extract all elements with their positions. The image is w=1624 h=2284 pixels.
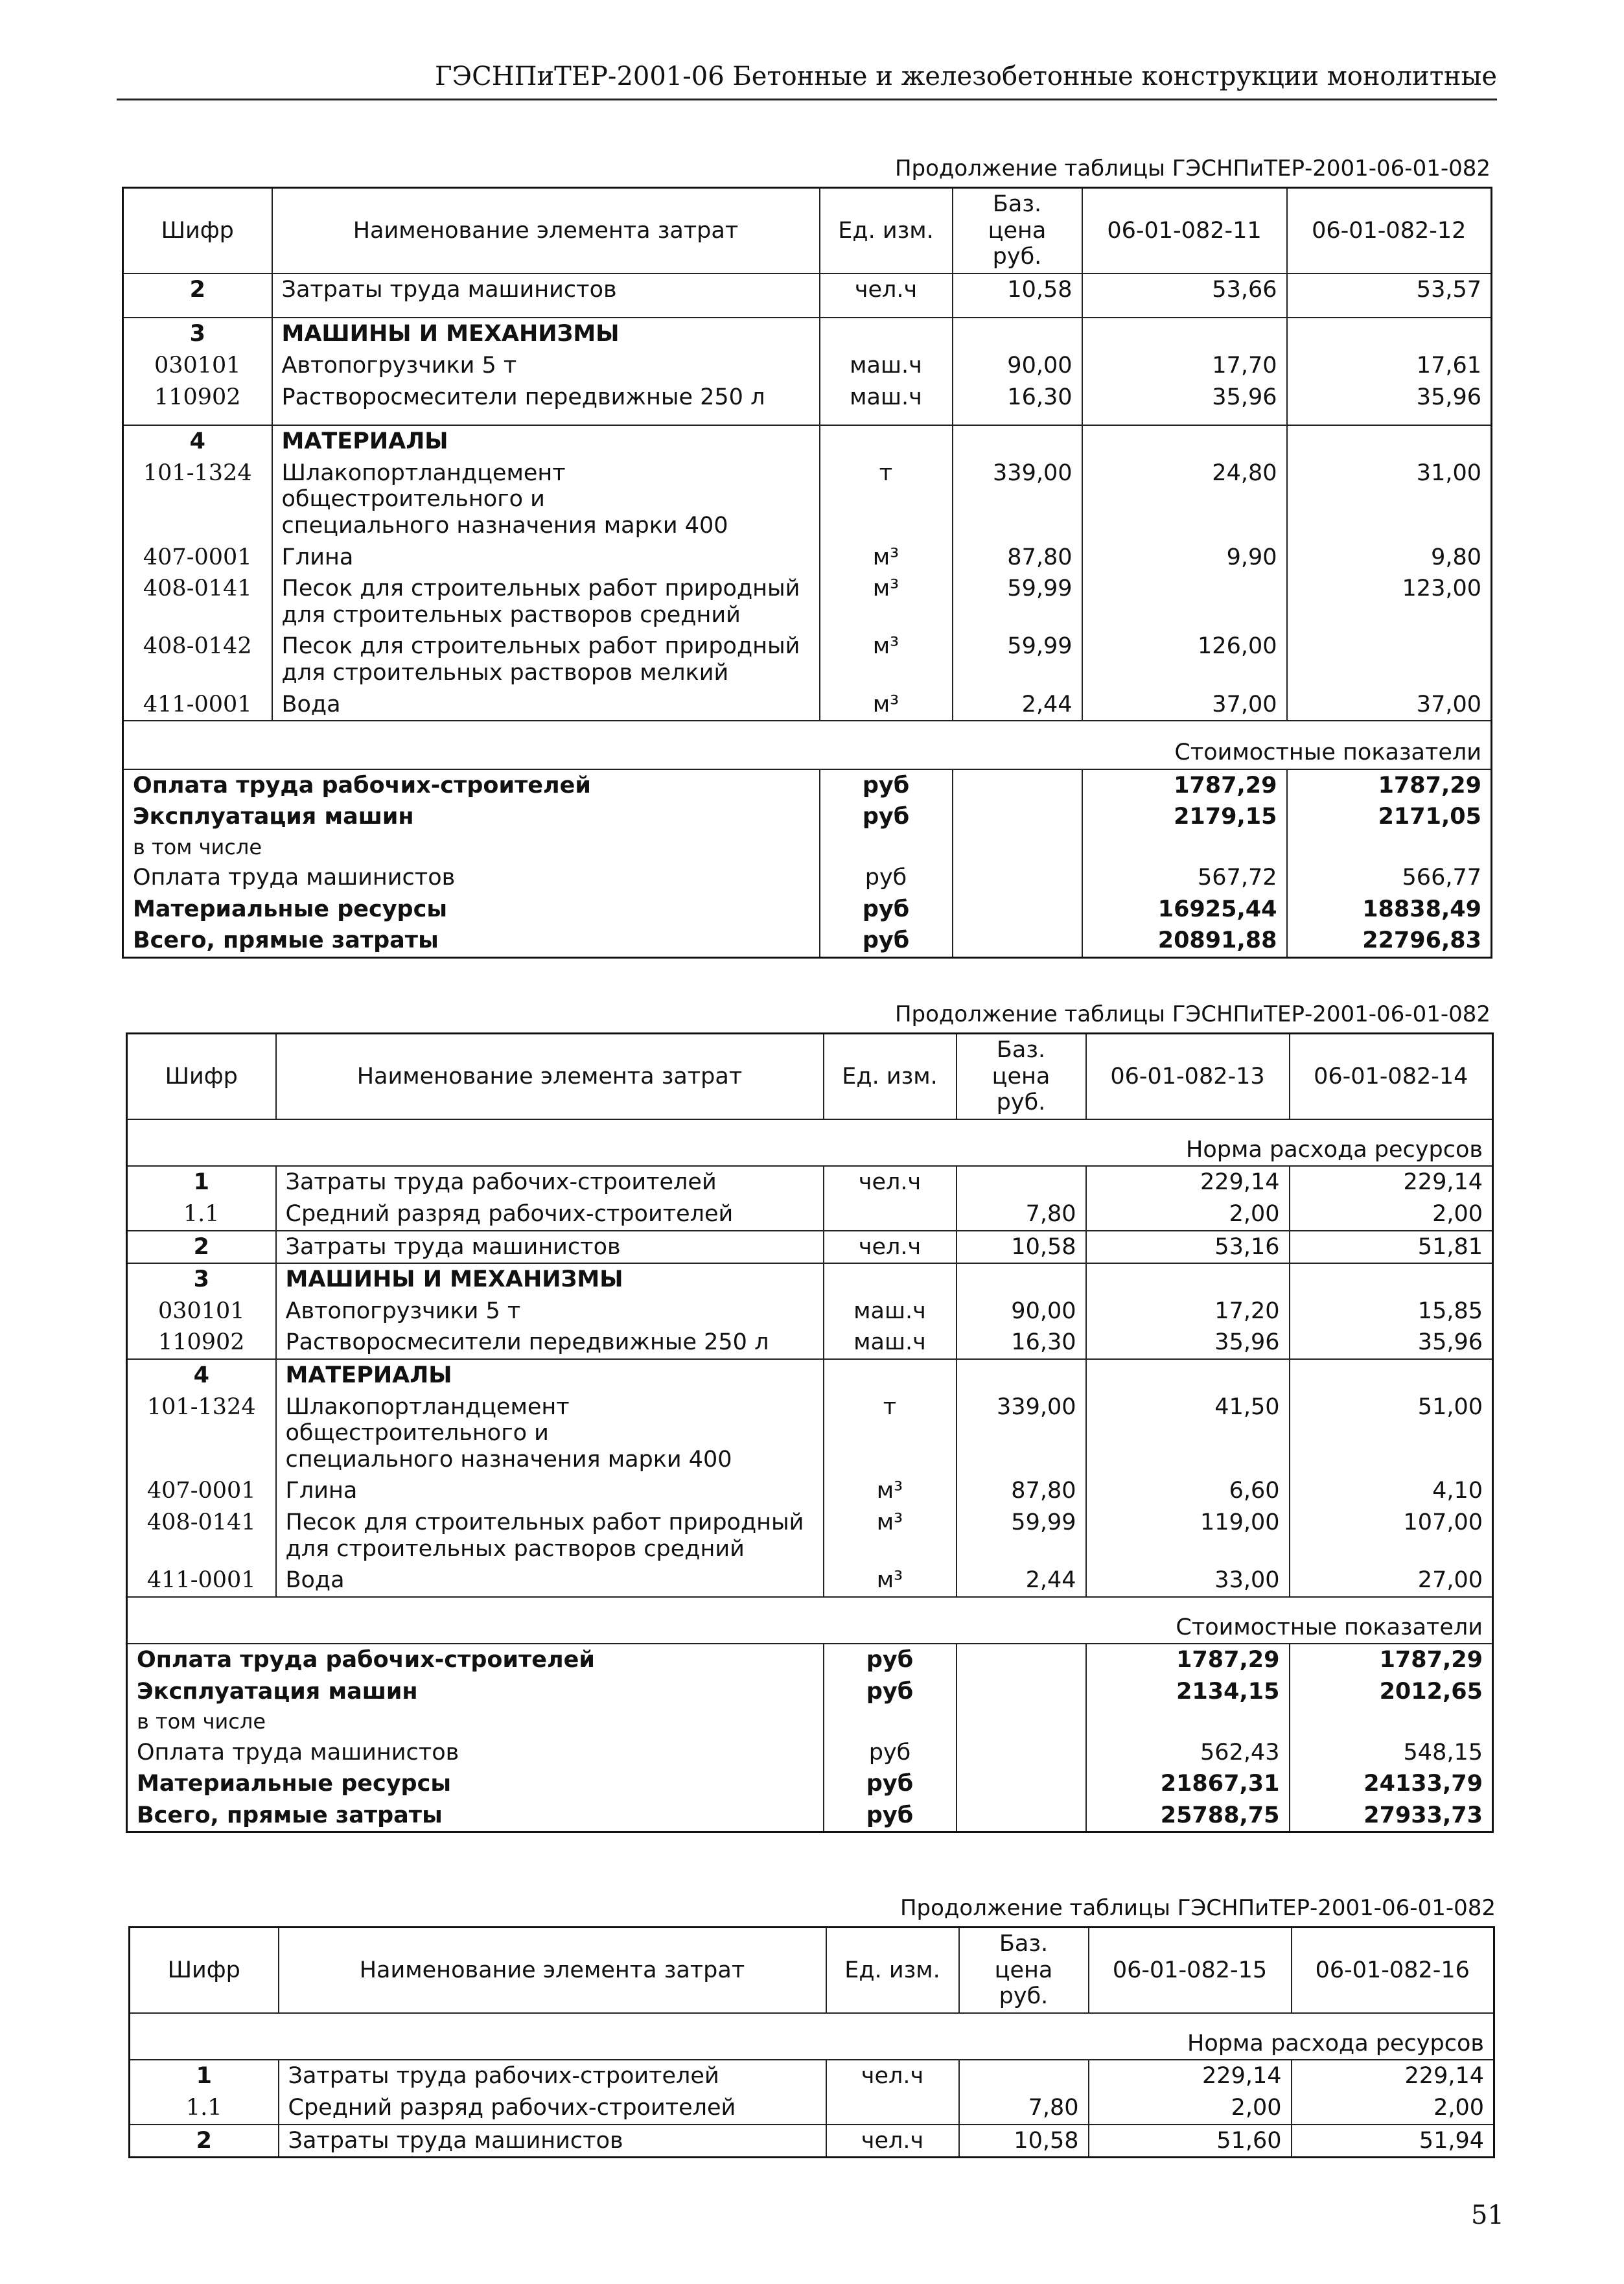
col-header-price: Баз. цена руб. — [953, 188, 1082, 274]
table1-header-row — [123, 188, 1492, 274]
col-header-code: Шифр — [130, 1928, 279, 2013]
summary-row: Оплата труда машинистов руб 567,72 566,77 — [123, 862, 1492, 894]
table-row: 407-0001 Глина м³ 87,80 9,90 9,80 — [123, 542, 1492, 574]
col-header-b: 06-01-082-16 — [1292, 1928, 1494, 2013]
table1-caption: Продолжение таблицы ГЭСНПиТЕР-2001-06-01-082 — [894, 156, 1491, 181]
table-row: 101-1324 Шлакопортландцемент общестроительного и специального назначения марки 400 т 339,00 41,50 51,00 — [127, 1392, 1493, 1476]
col-header-name: Наименование элемента затрат — [276, 1034, 824, 1119]
table-row: 408-0141 Песок для строительных работ природный для строительных растворов средний м³ 59,99 123,00 — [123, 573, 1492, 631]
table-row: 030101 Автопогрузчики 5 т маш.ч 90,00 17,70 17,61 — [123, 350, 1492, 382]
table-row: 2 Затраты труда машинистов чел.ч 10,58 53,66 53,57 — [123, 274, 1492, 306]
section-row: 3 МАШИНЫ И МЕХАНИЗМЫ — [127, 1263, 1493, 1296]
table-row: 030101 Автопогрузчики 5 т маш.ч 90,00 17,20 15,85 — [127, 1296, 1493, 1327]
table3-header-row — [130, 1928, 1494, 2013]
table1 — [122, 187, 1492, 959]
summary-row-total: Всего, прямые затраты руб 25788,75 27933,73 — [127, 1800, 1493, 1832]
table3-caption: Продолжение таблицы ГЭСНПиТЕР-2001-06-01-082 — [899, 1895, 1496, 1921]
col-header-name: Наименование элемента затрат — [272, 188, 820, 274]
table-row: 1.1 Средний разряд рабочих-строителей 7,80 2,00 2,00 — [130, 2092, 1494, 2125]
col-header-unit: Ед. изм. — [820, 188, 953, 274]
summary-row: Материальные ресурсы руб 16925,44 18838,49 — [123, 894, 1492, 926]
table2-header-row — [127, 1034, 1493, 1119]
band-row: Стоимостные показатели — [127, 1597, 1493, 1644]
header-divider — [117, 99, 1497, 100]
table-row: 411-0001 Вода м³ 2,44 37,00 37,00 — [123, 689, 1492, 721]
col-header-price: Баз. цена руб. — [959, 1928, 1089, 2013]
band-row: Норма расхода ресурсов — [127, 1119, 1493, 1167]
section-row: 4 МАТЕРИАЛЫ — [123, 425, 1492, 458]
summary-row: Оплата труда машинистов руб 562,43 548,15 — [127, 1737, 1493, 1769]
col-header-unit: Ед. изм. — [826, 1928, 959, 2013]
page-header: ГЭСНПиТЕР-2001-06 Бетонные и железобетонные конструкции монолитные — [435, 62, 1497, 91]
col-header-b: 06-01-082-14 — [1290, 1034, 1493, 1119]
table-row: 1 Затраты труда рабочих-строителей чел.ч 229,14 229,14 — [127, 1166, 1493, 1198]
table-row: 1.1 Средний разряд рабочих-строителей 7,80 2,00 2,00 — [127, 1198, 1493, 1231]
page-number: 51 — [1471, 2200, 1504, 2230]
summary-row: Эксплуатация машин руб 2179,15 2171,05 — [123, 801, 1492, 833]
table-row: 110902 Растворосмесители передвижные 250 л маш.ч 16,30 35,96 35,96 — [127, 1327, 1493, 1359]
table2-caption: Продолжение таблицы ГЭСНПиТЕР-2001-06-01-082 — [894, 1001, 1491, 1027]
table-row: 101-1324 Шлакопортландцемент общестроительного и специального назначения марки 400 т 339,00 24,80 31,00 — [123, 458, 1492, 542]
summary-row: Материальные ресурсы руб 21867,31 24133,79 — [127, 1768, 1493, 1800]
summary-row: Эксплуатация машин руб 2134,15 2012,65 — [127, 1676, 1493, 1708]
col-header-b: 06-01-082-12 — [1287, 188, 1492, 274]
table-row: 407-0001 Глина м³ 87,80 6,60 4,10 — [127, 1475, 1493, 1507]
summary-row: Оплата труда рабочих-строителей руб 1787,29 1787,29 — [123, 769, 1492, 802]
band-row: Норма расхода ресурсов — [130, 2013, 1494, 2060]
col-header-a: 06-01-082-13 — [1086, 1034, 1290, 1119]
table-row: 411-0001 Вода м³ 2,44 33,00 27,00 — [127, 1565, 1493, 1597]
section-row: 4 МАТЕРИАЛЫ — [127, 1359, 1493, 1392]
col-header-price: Баз. цена руб. — [957, 1034, 1086, 1119]
col-header-name: Наименование элемента затрат — [279, 1928, 826, 2013]
summary-row: в том числе — [123, 833, 1492, 862]
table-row: 408-0142 Песок для строительных работ природный для строительных растворов мелкий м³ 59,99 126,00 — [123, 631, 1492, 688]
col-header-a: 06-01-082-15 — [1089, 1928, 1292, 2013]
table-row: 1 Затраты труда рабочих-строителей чел.ч 229,14 229,14 — [130, 2060, 1494, 2092]
summary-row: в том числе — [127, 1707, 1493, 1736]
table-row: 408-0141 Песок для строительных работ природный для строительных растворов средний м³ 59,99 119,00 107,00 — [127, 1507, 1493, 1565]
col-header-a: 06-01-082-11 — [1082, 188, 1287, 274]
table-row: 2 Затраты труда машинистов чел.ч 10,58 53,16 51,81 — [127, 1231, 1493, 1264]
section-row: 3 МАШИНЫ И МЕХАНИЗМЫ — [123, 318, 1492, 350]
summary-row: Оплата труда рабочих-строителей руб 1787,29 1787,29 — [127, 1644, 1493, 1676]
table-row: 2 Затраты труда машинистов чел.ч 10,58 51,60 51,94 — [130, 2125, 1494, 2158]
table3 — [128, 1926, 1495, 2158]
table-row: 110902 Растворосмесители передвижные 250 л маш.ч 16,30 35,96 35,96 — [123, 382, 1492, 414]
col-header-code: Шифр — [127, 1034, 276, 1119]
table2 — [126, 1032, 1494, 1833]
summary-row-total: Всего, прямые затраты руб 20891,88 22796,83 — [123, 925, 1492, 957]
col-header-unit: Ед. изм. — [824, 1034, 957, 1119]
band-row: Стоимостные показатели — [123, 721, 1492, 769]
col-header-code: Шифр — [123, 188, 272, 274]
